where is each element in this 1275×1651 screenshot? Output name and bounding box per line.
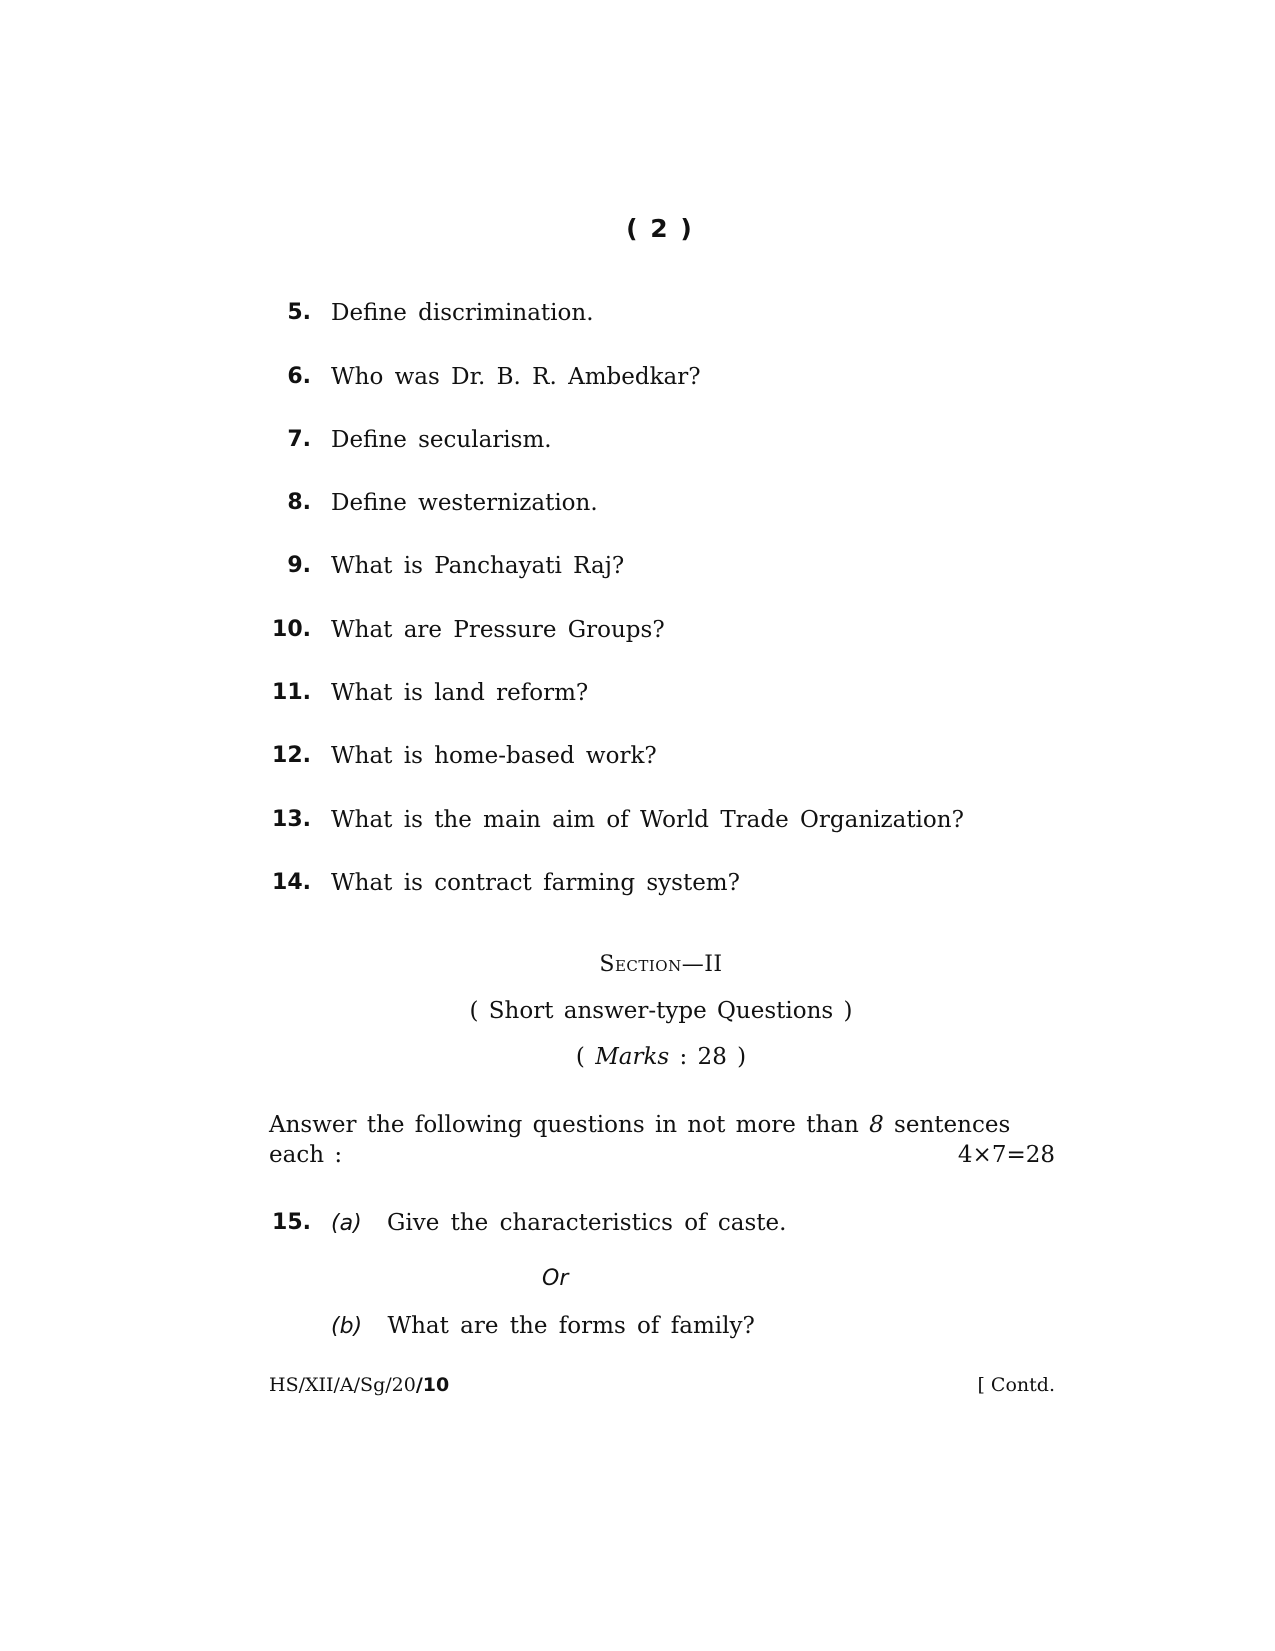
or-label: Or [542, 1266, 569, 1291]
paper-code-suffix: /10 [415, 1374, 450, 1396]
question-number: 7. [287, 427, 311, 452]
question-number: 10. [272, 617, 311, 642]
question-number: 8. [287, 490, 311, 515]
question-text: What is contract farming system? [331, 870, 740, 896]
question-text: What is Panchayati Raj? [331, 553, 625, 579]
question-number: 5. [287, 300, 311, 325]
instructions-text: each : [269, 1142, 343, 1168]
marks-open: ( [575, 1044, 596, 1070]
question-text: What is home-based work? [331, 743, 657, 769]
paper-code-prefix: HS/XII/A/Sg/20 [269, 1374, 416, 1396]
question-text: Who was Dr. B. R. Ambedkar? [331, 364, 701, 390]
question-text: What is land reform? [331, 680, 589, 706]
question-text: What is the main aim of World Trade Organization? [331, 807, 964, 833]
question-number: 14. [272, 870, 311, 895]
question-text: Define secularism. [331, 427, 552, 453]
question-text: Define discrimination. [331, 300, 594, 326]
question-number: 6. [287, 364, 311, 389]
section-subtitle: ( Short answer-type Questions ) [469, 998, 853, 1024]
instructions-line-2 [269, 1142, 1055, 1168]
option-label-a: (a) [331, 1211, 362, 1236]
instructions-text: Answer the following questions in not more than [269, 1112, 870, 1138]
instructions-text: sentences [883, 1112, 1011, 1138]
question-15b-line [331, 1313, 755, 1339]
question-number: 13. [272, 807, 311, 832]
question-text: What are Pressure Groups? [331, 617, 665, 643]
question-number: 11. [272, 680, 311, 705]
marks-formula: 4×7=28 [957, 1142, 1055, 1168]
question-number: 12. [272, 743, 311, 768]
question-number: 15. [272, 1210, 311, 1235]
continued-label: [ Contd. [977, 1374, 1055, 1396]
question-number: 9. [287, 553, 311, 578]
question-text: What are the forms of family? [387, 1313, 755, 1339]
question-text: Give the characteristics of caste. [386, 1210, 787, 1236]
section-marks [0, 1044, 1275, 1070]
page-number: ( 2 ) [626, 214, 694, 243]
page-footer [269, 1374, 1055, 1396]
question-15a-line [331, 1210, 786, 1236]
instructions-line-1 [269, 1112, 1055, 1138]
sentence-count: 8 [869, 1112, 884, 1138]
paper-code [269, 1374, 449, 1396]
marks-value: : 28 ) [669, 1044, 747, 1070]
option-label-b: (b) [331, 1314, 363, 1339]
question-text: Define westernization. [331, 490, 598, 516]
section-title: Section—II [599, 952, 723, 977]
marks-label: Marks [595, 1044, 670, 1070]
